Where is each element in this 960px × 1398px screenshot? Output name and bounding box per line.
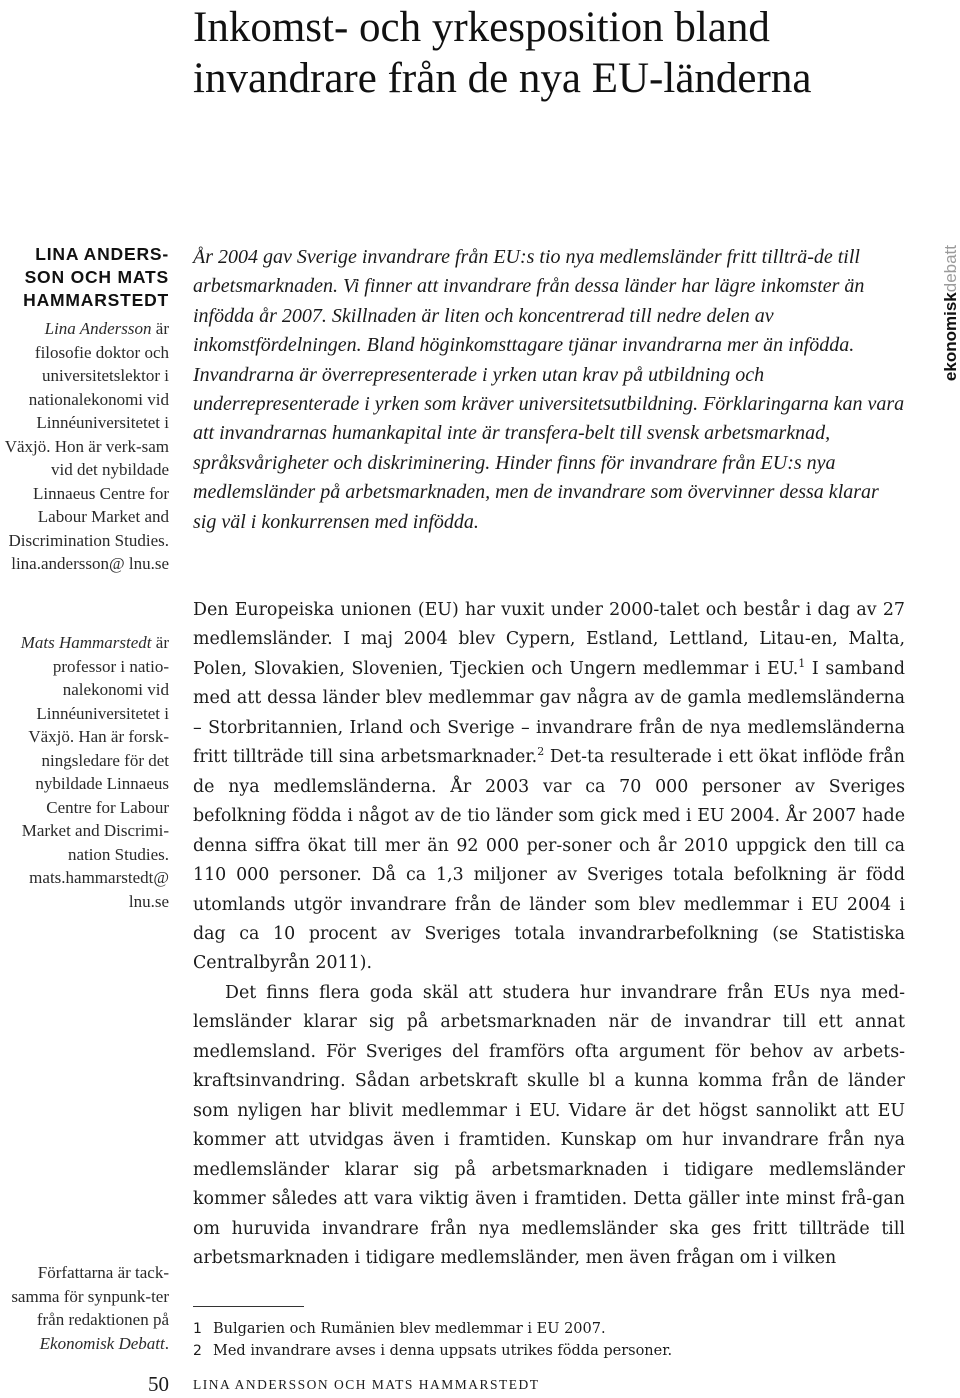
footnotes <box>193 1318 905 1362</box>
journal-brand <box>942 245 960 405</box>
footnote-text: Med invandrare avses i denna uppsats utrikes födda personer. <box>213 1343 673 1359</box>
footnote-ref-2: 2 <box>537 745 545 759</box>
article-body <box>193 596 905 1273</box>
acknowledgement-journal: Ekonomisk Debatt <box>39 1333 165 1353</box>
author-2-email: mats.hammarstedt@ lnu.se <box>29 868 169 911</box>
footnote-text: Bulgarien och Rumänien blev medlemmar i EU 2007. <box>213 1321 606 1337</box>
article-lede: År 2004 gav Sverige invandrare från EU:s tio nya medlemsländer fritt tillträ-de till arbetsmarknaden. Vi finner att invandrare från dessa länder har lägre inkomster än infödda år 2007. Skillnaden är liten och koncentrerad till nedre delen av inkomstfördelningen. Bland höginkomsttagare tjänar invandrarna mer än infödda. Invandrarna är överrepresenterade i yrken utan krav på utbildning och underrepresenterade i yrken som kräver universitetsutbildning. Förklaringarna kan vara att invandrarnas humankapital inte är transfera-belt till svensk arbetsmarknad, språksvårigheter och diskriminering. Hinder finns för invandrare från EU:s nya medlemsländer på arbetsmarknaden, men de invandrare som övervinner dessa klarar sig väl i konkurrensen med infödda. <box>193 246 905 533</box>
running-footer: LINA ANDERSSON OCH MATS HAMMARSTEDT <box>193 1377 540 1392</box>
author-bio-2 <box>0 631 169 913</box>
author-2-description: är professor i natio-nalekonomi vid Linnéuniversitetet i Växjö. Han är forsk-ningsledare för det nybildade Linnaeus Centre for Labour Market and Discrimi-nation Studies. <box>21 633 169 864</box>
footnote-item <box>193 1318 905 1340</box>
author-bio-1 <box>0 317 169 576</box>
acknowledgement-end: . <box>164 1333 169 1353</box>
footnote-number: 1 <box>193 1321 202 1337</box>
body-p1-part-a: Den Europeiska unionen (EU) har vuxit under 2000-talet och består i dag av 27 medlemsländer. I maj 2004 blev Cypern, Estland, Lettland, Litau-en, Malta, Polen, Slovakien, Slovenien, Tjeckien och Ungern medlemmar i EU. <box>193 600 905 679</box>
footnote-number: 2 <box>193 1343 202 1359</box>
author-2-name: Mats Hammarstedt <box>20 633 152 652</box>
footnote-item <box>193 1340 905 1362</box>
author-1-email: lina.andersson@ lnu.se <box>11 554 169 573</box>
body-p1-part-c: Det-ta resulterade i ett ökat inflöde från de nya medlemsländerna. År 2003 var ca 70 000 personer av Sveriges befolkning födda i något av de tio länder som gick med i EU 2004. År 2007 hade denna siffra ökat till mer än 92 000 per-soner och år 2010 uppgick den till ca 110 000 personer. Då ca 1,3 miljoner av Sveriges totala befolkning är född utomlands utgör invandrare från de länder som blev medlemmar i EU 2004 i dag ca 10 procent av Sveriges totala invandrarbefolkning (se Statistiska Centralbyrån 2011). <box>193 747 905 974</box>
body-paragraph-2: Det finns flera goda skäl att studera hur invandrare från EUs nya med-lemsländer klarar sig på arbetsmarknaden när de invandrar till ett annat medlemsland. För Sveriges del framförs ofta argument för behov av arbets-kraftsinvandring. Sådan arbetskraft skulle bl a kunna komma från de länder som nyligen har blivit medlemmar i EU. Vidare är det högst sannolikt att EU kommer att utvidgas även i framtiden. Kunskap om hur invandrare från nya medlemsländer klarar sig på arbetsmarknaden i tidigare medlemsländer kommer således att vara viktig även i framtiden. Detta gäller inte minst frå-gan om huruvida invandrare från nya medlemsländer ska ges fritt tillträde till arbetsmarknaden i tidigare medlemsländer, men även frågan om i vilken <box>193 982 905 1268</box>
brand-part-2: debatt <box>941 245 960 293</box>
author-names: LINA ANDERS-SON OCH MATS HAMMARSTEDT <box>23 244 169 310</box>
footnote-divider <box>193 1306 304 1307</box>
author-1-name: Lina Andersson <box>44 319 152 338</box>
body-paragraph-1 <box>193 596 905 979</box>
body-p1-part-b: I samband med att dessa länder blev medlemmar gav några av de gamla medlemsländerna – Storbritannien, Irland och Sverige – invandrare från de nya medlemsländerna fritt tillträde till sina arbetsmarknader. <box>193 658 906 768</box>
brand-part-1: ekonomisk <box>941 292 960 382</box>
page-number: 50 <box>148 1372 169 1396</box>
acknowledgement <box>0 1261 169 1355</box>
acknowledgement-text: Författarna är tack-samma för synpunk-ter från redaktionen på <box>11 1263 169 1329</box>
author-1-description: är filosofie doktor och universitetslektor i nationalekonomi vid Linnéuniversitetet i Växjö. Hon är verk-sam vid det nybildade Linnaeus Centre for Labour Market and Discrimination Studies. <box>4 319 169 550</box>
article-title: Inkomst- och yrkesposition bland invandrare från de nya EU-länderna <box>193 4 812 102</box>
footnote-ref-1: 1 <box>798 657 806 671</box>
